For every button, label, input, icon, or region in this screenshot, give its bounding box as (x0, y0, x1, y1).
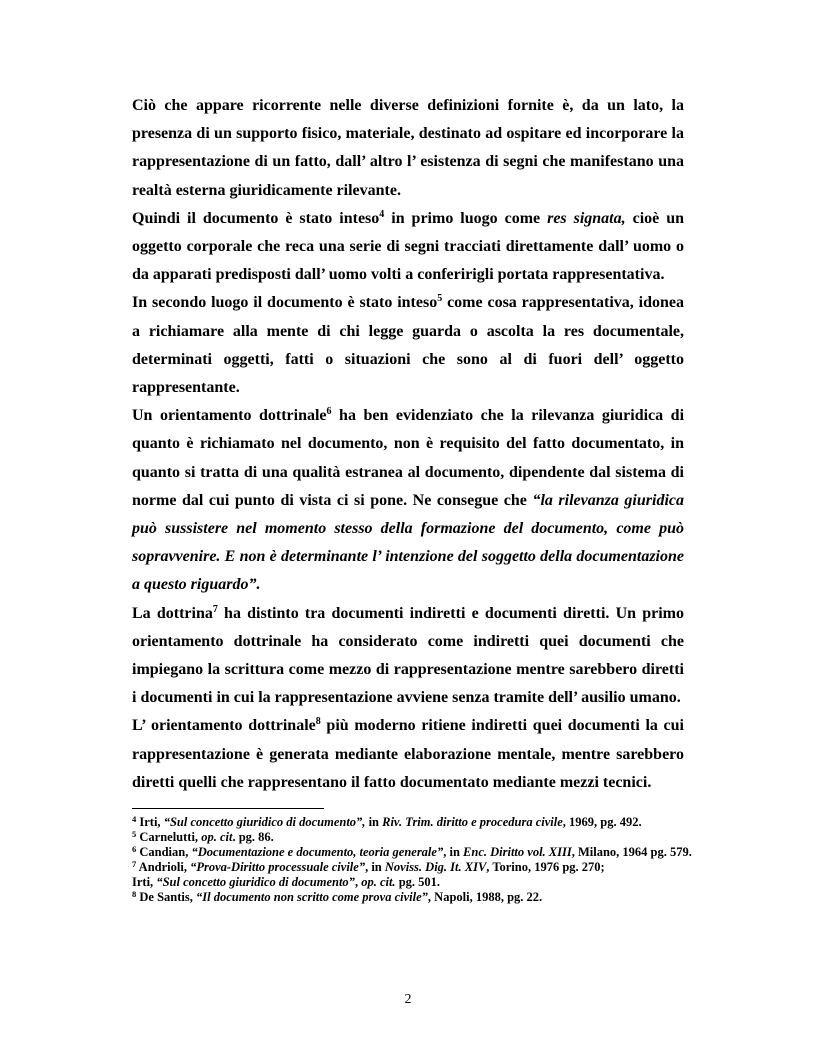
footnote-ref-6[interactable]: 6 (326, 406, 332, 418)
footnote-text: . pg. 86. (232, 830, 274, 844)
paragraph-4-text: ha ben evidenziato che la rilevanza giuridica di quanto è richiamato nel documento, non è requisito del fatto documentato, in quanto si tratta di una qualità estranea al documento, dipendente dal sistema di norme dal cui punto di vista ci si pone. Ne consegue che (132, 407, 685, 509)
paragraph-2-text: in primo luogo come (384, 209, 548, 227)
paragraph-2-italic: res signata, (547, 209, 626, 227)
footnote-text: , in (365, 860, 385, 874)
paragraph-3-text: come cosa rappresentativa, idonea a richiamare alla mente di chi legge guarda o ascolta la res documentale, determinati oggetti, fatti o situazioni che sono al di fuori dell’ oggetto rappresentante. (132, 294, 685, 397)
footnote-source: op. cit (201, 830, 233, 844)
footnote-8 (132, 890, 692, 905)
footnote-text: in (365, 815, 383, 829)
footnote-5 (132, 830, 692, 845)
paragraph-2-text: cioè un oggetto corporale che reca una serie di segni tracciati direttamente dall’ uomo o da apparati predisposti dall’ uomo volti a conferirigli portata rappresentativa. (132, 209, 685, 284)
footnote-source: Noviss. Dig. It. XIV (384, 860, 487, 874)
paragraph-2 (132, 205, 684, 290)
footnote-number: 5 (132, 829, 137, 839)
footnote-text: pg. 501. (395, 875, 441, 889)
footnote-title: “Sul concetto giuridico di documento” (156, 875, 355, 889)
paragraph-6-text: L’ orientamento dottrinale (132, 717, 316, 735)
footnote-text: , in (443, 845, 464, 859)
footnote-text: Candian, (136, 845, 192, 859)
footnote-text: Carnelutti, (136, 830, 202, 844)
footnote-7-continued (132, 875, 692, 890)
footnote-text: , Napoli, 1988, pg. 22. (427, 890, 543, 904)
footnote-text: , (354, 875, 362, 889)
footnote-text: , Milano, 1964 pg. 579. (571, 845, 692, 859)
footnote-text: Irti, (132, 875, 157, 889)
footnote-number: 8 (132, 889, 137, 899)
footnote-title: “Prova-Diritto processuale civile” (190, 860, 366, 874)
footnote-6 (132, 845, 692, 860)
footnote-text: Andrioli, (136, 860, 191, 874)
footnote-number: 7 (132, 859, 137, 869)
paragraph-6 (132, 712, 684, 797)
footnote-ref-5[interactable]: 5 (437, 293, 443, 305)
paragraph-5-text: ha distinto tra documenti indiretti e documenti diretti. Un primo orientamento dottrinale ha considerato come indiretti quei documenti che impiegano la scrittura come mezzo di rappresentazione mentre sarebbero diretti i documenti in cui la rappresentazione avviene senza tramite dell’ ausilio umano. (132, 604, 684, 707)
paragraph-4 (132, 402, 684, 599)
footnote-text: , Torino, 1976 pg. 270; (486, 860, 605, 874)
footnote-text: Irti, (136, 815, 164, 829)
paragraph-5-text: La dottrina (132, 604, 213, 622)
footnote-text: , 1969, pg. 492. (562, 815, 642, 829)
footnote-number: 4 (132, 814, 137, 824)
paragraph-5 (132, 600, 684, 713)
footnote-ref-4[interactable]: 4 (379, 208, 385, 220)
paragraph-3 (132, 289, 684, 402)
footnote-text: De Santis, (136, 890, 196, 904)
footnote-ref-8[interactable]: 8 (315, 716, 321, 728)
footnote-source: Riv. Trim. diritto e procedura civile (382, 815, 563, 829)
footnote-title: “Sul concetto giuridico di documento”, (163, 815, 366, 829)
page-number: 2 (404, 992, 412, 1007)
footnote-source: Enc. Diritto vol. XIII (463, 845, 572, 859)
paragraph-3-text: In secondo luogo il documento è stato inteso (132, 294, 438, 312)
paragraph-6-text: più moderno ritiene indiretti quei documenti la cui rappresentazione è generata mediante elaborazione mentale, mentre sarebbero diretti quelli che rappresentano il fatto documentato mediante mezzi tecnici. (132, 717, 684, 791)
footnote-separator (132, 808, 324, 809)
footnote-title: “Il documento non scritto come prova civile” (195, 890, 428, 904)
paragraph-4-quote: “la rilevanza giuridica può sussistere nel momento stesso della formazione del documento, come può sopravvenire. E non è determinante l’ intenzione del soggetto della documentazione a questo riguardo”. (132, 491, 684, 594)
paragraph-1-text: Ciò che appare ricorrente nelle diverse definizioni fornite è, da un lato, la presenza di un supporto fisico, materiale, destinato ad ospitare ed incorporare la rappresentazione di un fatto, dall’ altro l’ esistenza di segni che manifestano una realtà esterna giuridicamente rilevante. (132, 97, 684, 199)
paragraph-2-text: Quindi il documento è stato inteso (132, 209, 380, 227)
footnote-7 (132, 860, 692, 875)
footnote-ref-7[interactable]: 7 (212, 603, 218, 615)
paragraph-4-text: Un orientamento dottrinale (132, 407, 327, 425)
footnote-title: “Documentazione e documento, teoria generale” (191, 845, 444, 859)
paragraph-1 (132, 92, 684, 205)
footnote-number: 6 (132, 844, 137, 854)
body-text (132, 92, 684, 797)
footnote-source: op. cit. (361, 875, 396, 889)
footnotes (132, 815, 692, 905)
footnote-4 (132, 815, 692, 830)
